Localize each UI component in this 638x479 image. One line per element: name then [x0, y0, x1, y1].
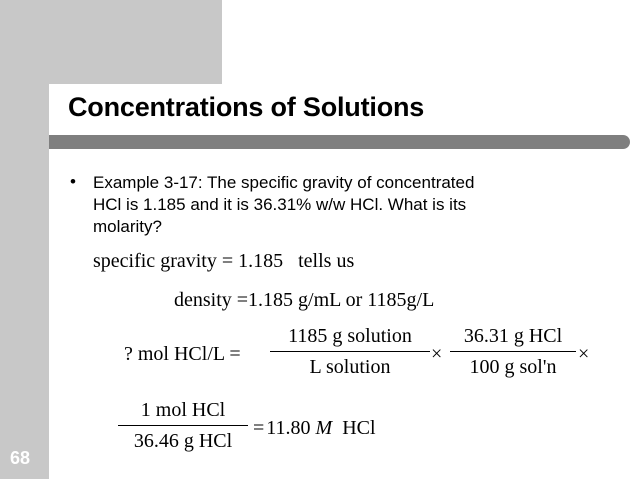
specific-gravity-equation: specific gravity = 1.185 tells us: [93, 250, 355, 272]
fraction-numerator: 1185 g solution: [288, 325, 412, 347]
example-line-2: HCl is 1.185 and it is 36.31% w/w HCl. What is its: [93, 195, 467, 214]
title-divider: [49, 135, 630, 149]
page-number: 68: [10, 448, 31, 468]
example-text: [93, 172, 613, 238]
fraction-solution-per-liter: [270, 325, 430, 379]
result-species: HCl: [342, 417, 376, 439]
molarity-value: 11.80: [266, 417, 311, 439]
fraction-denominator: L solution: [309, 356, 391, 378]
mol-per-liter-label: ? mol HCl/L =: [124, 343, 241, 365]
fraction-denominator: 100 g sol'n: [469, 356, 557, 378]
equals-sign: =: [253, 417, 265, 439]
fraction-bar: [270, 351, 430, 352]
example-line-1: Example 3-17: The specific gravity of concentrated: [93, 173, 475, 192]
bullet-marker: •: [70, 172, 76, 191]
fraction-hcl-per-solution: [450, 325, 576, 379]
fraction-numerator: 36.31 g HCl: [463, 325, 563, 347]
multiply-sign-2: ×: [578, 343, 590, 365]
fraction-bar: [450, 351, 576, 352]
density-equation: density =1.185 g/mL or 1185g/L: [174, 289, 435, 311]
fraction-numerator: 1 mol HCl: [140, 399, 226, 421]
slide-title: Concentrations of Solutions: [68, 92, 425, 122]
fraction-mol-per-gram: [118, 399, 248, 453]
multiply-sign-1: ×: [431, 343, 443, 365]
molarity-unit: M: [315, 417, 333, 439]
result-equation: [253, 417, 376, 440]
top-corner-block: [0, 0, 222, 84]
fraction-bar: [118, 425, 248, 426]
example-line-3: molarity?: [93, 217, 162, 236]
fraction-denominator: 36.46 g HCl: [133, 430, 233, 452]
